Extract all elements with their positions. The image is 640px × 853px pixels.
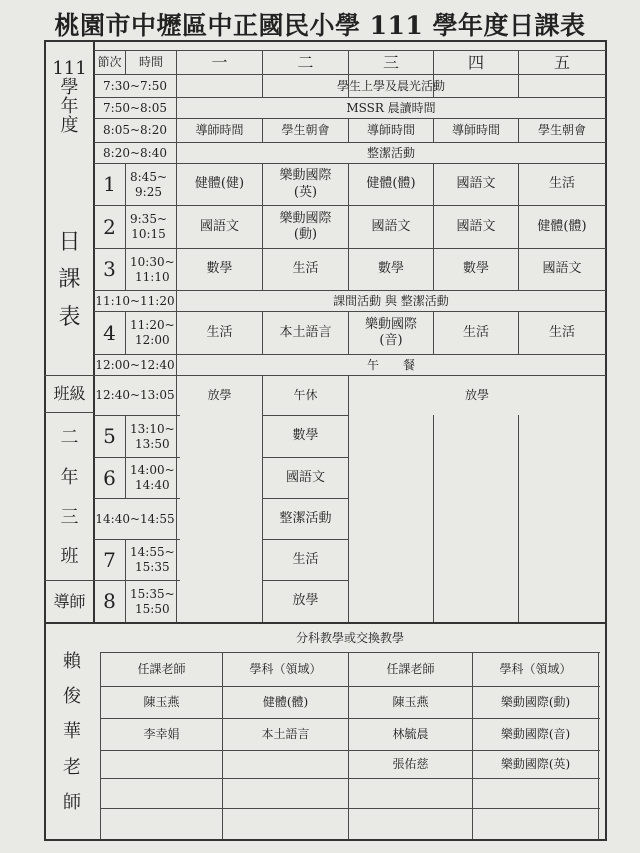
period-6-number: 6: [103, 465, 116, 490]
p8-tue: 放學: [292, 593, 319, 609]
right-teacher-3: 張佑慈: [392, 757, 429, 771]
right-subject-2: 樂動國際(音): [500, 727, 571, 741]
period-4-number: 4: [103, 320, 116, 345]
period-8-number: 8: [103, 589, 116, 613]
p5-tue: 數學: [292, 428, 319, 444]
header-day-mon: 一: [211, 52, 228, 72]
p3-tue: 生活: [292, 261, 319, 277]
noon-time: 12:40~13:05: [95, 388, 175, 402]
noon-tue: 午休: [293, 388, 318, 402]
p4-wed: 樂動國際 (音): [364, 316, 417, 348]
period-7-number: 7: [103, 547, 116, 572]
period-8-time: 15:35~ 15:50: [130, 586, 175, 616]
homeroom-time: 8:05~8:20: [103, 123, 167, 137]
p3-mon: 數學: [206, 261, 233, 277]
right-subject-1: 樂動國際(動): [500, 695, 571, 709]
header-period: 節次: [97, 55, 122, 69]
p1-tue: 樂動國際 (英): [279, 168, 332, 200]
border-bottom: [44, 839, 607, 841]
v-wed-thu-e: [433, 415, 434, 623]
arrival-activity: 學生上學及晨光活動: [336, 78, 445, 93]
period-2-time: 9:35~ 10:15: [130, 212, 168, 241]
period-2-number: 2: [103, 214, 116, 239]
homeroom-fri: 學生朝會: [537, 123, 586, 137]
p3-thu: 數學: [462, 261, 489, 277]
period-5-time: 13:10~ 13:50: [130, 421, 175, 451]
subject-teaching-heading: 分科教學或交換教學: [295, 630, 404, 645]
homeroom-tue: 學生朝會: [281, 123, 330, 137]
period-1-number: 1: [103, 172, 116, 196]
p1-fri: 生活: [548, 176, 575, 192]
cleaning-pm-time: 14:40~14:55: [95, 511, 175, 526]
period-3-time: 10:30~ 11:10: [130, 254, 175, 284]
period-6-time: 14:00~ 14:40: [130, 463, 175, 492]
right-subject-3: 樂動國際(英): [500, 757, 571, 771]
lunch-activity: 午 餐: [366, 357, 415, 372]
class-name: 二 年 三 班: [60, 427, 79, 568]
left-divider-2: [44, 412, 94, 413]
p1-mon: 健體(健): [194, 176, 245, 192]
left-subject-1: 健體(體): [262, 695, 309, 709]
border-top: [44, 40, 607, 42]
mentor-label: 導師: [53, 591, 86, 611]
col-teacher-left: 任課老師: [137, 662, 186, 676]
arrival-time: 7:30~7:50: [103, 78, 167, 93]
header-day-thu: 四: [467, 52, 484, 72]
col-subject-left: 學科（領域）: [249, 662, 322, 676]
page-title: 桃園市中壢區中正國民小學 111 學年度日課表: [54, 11, 586, 40]
period-1-time: 8:45~ 9:25: [130, 169, 168, 199]
cleaning-am-activity: 整潔活動: [366, 145, 415, 160]
break-time: 11:10~11:20: [95, 293, 175, 308]
left-subject-2: 本土語言: [261, 727, 310, 741]
p2-thu: 國語文: [456, 218, 496, 234]
period-5-number: 5: [103, 424, 116, 448]
period-4-time: 11:20~ 12:00: [130, 318, 175, 347]
homeroom-wed: 導師時間: [366, 123, 415, 137]
mssr-time: 7:50~8:05: [103, 100, 167, 115]
noon-mon: 放學: [207, 388, 232, 402]
right-teacher-2: 林毓晨: [392, 727, 429, 741]
school-year-label: 111 學 年 度: [52, 58, 87, 136]
cleaning-am-time: 8:20~8:40: [103, 145, 167, 160]
mssr-activity: MSSR 晨讀時間: [346, 100, 436, 115]
header-day-wed: 三: [382, 52, 399, 72]
p3-wed: 數學: [377, 261, 404, 277]
schedule-label: 日 課 表: [58, 229, 81, 330]
border-right: [605, 40, 607, 841]
p4-fri: 生活: [548, 324, 575, 340]
p7-tue: 生活: [292, 551, 319, 567]
p4-mon: 生活: [206, 324, 233, 340]
p2-mon: 國語文: [199, 218, 239, 234]
break-activity: 課間活動 與 整潔活動: [333, 293, 449, 308]
period-7-time: 14:55~ 15:35: [130, 545, 175, 574]
col-subject-right: 學科（領域）: [499, 662, 572, 676]
p4-tue: 本土語言: [279, 324, 332, 340]
homeroom-mon: 導師時間: [195, 123, 244, 137]
header-time: 時間: [138, 55, 163, 69]
p2-tue: 樂動國際 (動): [279, 210, 332, 242]
p2-wed: 國語文: [371, 218, 411, 234]
cleaning-pm-tue: 整潔活動: [279, 510, 332, 526]
v-lower-5: [598, 652, 599, 839]
period-3-number: 3: [103, 257, 116, 281]
p2-fri: 健體(體): [537, 218, 587, 234]
p3-fri: 國語文: [542, 261, 582, 277]
p6-tue: 國語文: [285, 469, 325, 485]
lunch-time: 12:00~12:40: [95, 357, 175, 372]
col-teacher-right: 任課老師: [386, 662, 435, 676]
p4-thu: 生活: [462, 324, 489, 340]
p1-wed: 健體(體): [366, 176, 416, 192]
right-teacher-1: 陳玉燕: [392, 695, 429, 709]
p1-thu: 國語文: [456, 176, 496, 192]
v-thu-fri-e: [518, 415, 519, 623]
homeroom-thu: 導師時間: [451, 123, 500, 137]
left-teacher-2: 李幸娟: [143, 727, 180, 741]
class-label: 班級: [53, 384, 86, 403]
h-lower-6: [100, 808, 600, 809]
noon-rest: 放學: [464, 388, 489, 402]
left-teacher-1: 陳玉燕: [143, 695, 180, 709]
header-day-fri: 五: [553, 52, 570, 72]
teacher-name: 賴 俊 華 老 師: [63, 651, 81, 813]
header-day-tue: 二: [297, 52, 314, 72]
h-lower-5: [100, 778, 600, 779]
